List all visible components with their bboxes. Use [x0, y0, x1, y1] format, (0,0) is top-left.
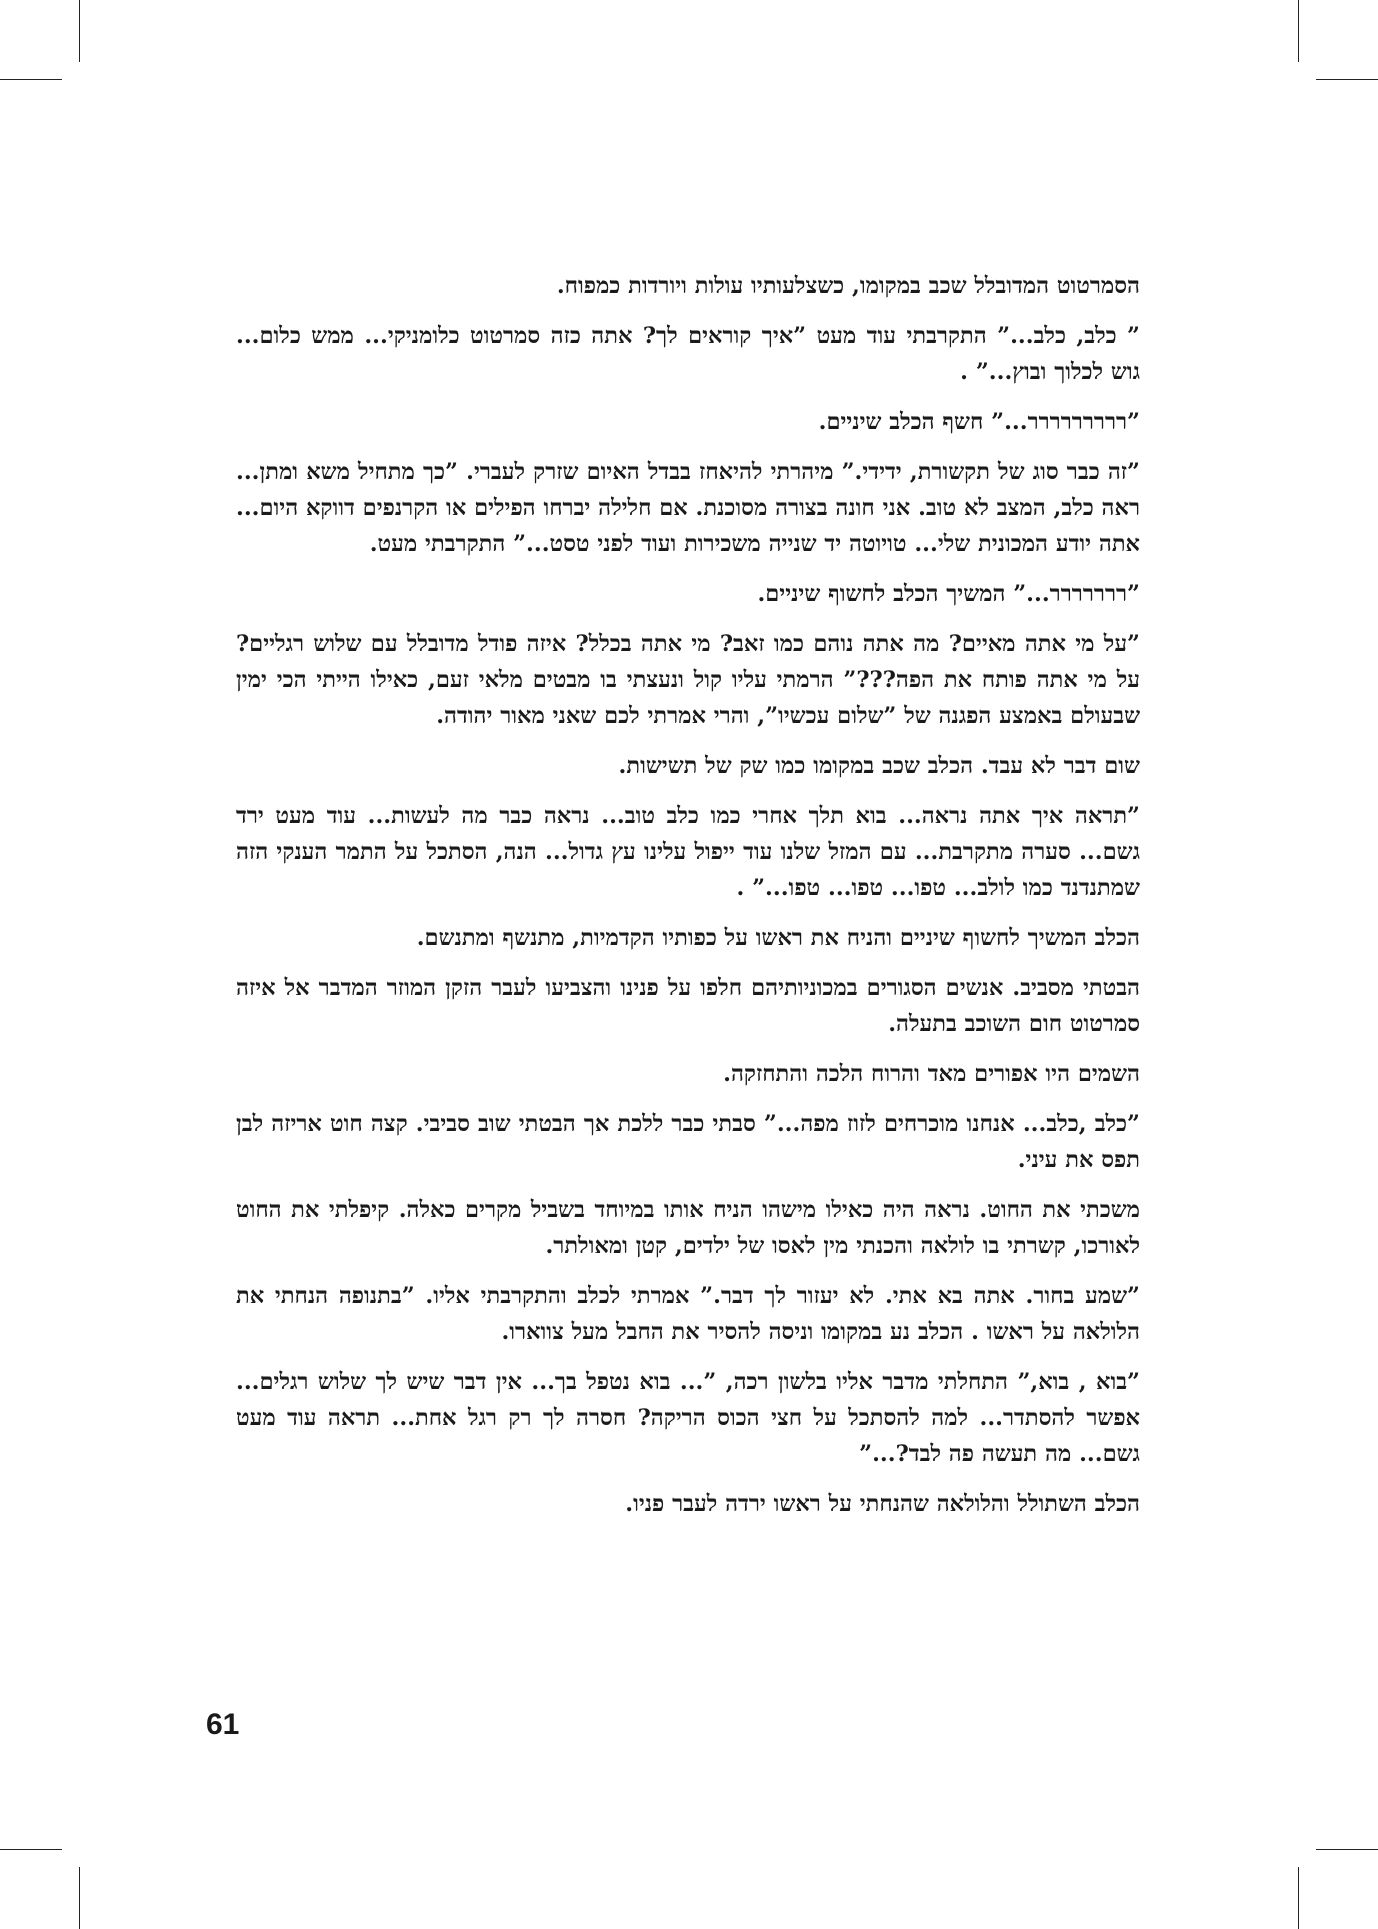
- paragraph-13: משכתי את החוט. נראה היה כאילו מישהו הניח אותו במיוחד בשביל מקרים כאלה. קיפלתי את החוט לאורכו, קשרתי בו לולאה והכנתי מין לאסו של ילדים, קטן ומאולתר.: [236, 1197, 1140, 1259]
- paragraph-2: ” כלב, כלב...” התקרבתי עוד מעט ”איך קוראים לך? אתה כזה סמרטוט כלומניקי... ממש כלום... גוש לכלוך ובוץ...” .: [236, 323, 1140, 385]
- crop-mark-bottom-left-horizontal: [0, 1849, 62, 1850]
- paragraph-9: הכלב המשיך לחשוף שיניים והניח את ראשו על כפותיו הקדמיות, מתנשף ומתנשם.: [416, 925, 1140, 951]
- crop-mark-bottom-left-vertical: [79, 1867, 80, 1929]
- paragraph-1: הסמרטוט המדובלל שכב במקומו, כשצלעותיו עולות ויורדות כמפוח.: [556, 273, 1140, 299]
- crop-mark-top-right-vertical: [1298, 0, 1299, 62]
- paragraph-14: ”שמע בחור. אתה בא אתי. לא יעזור לך דבר.” אמרתי לכלב והתקרבתי אליו. ”בתנופה הנחתי את הלולאה על ראשו . הכלב נע במקומו וניסה להסיר את החבל מעל צווארו.: [236, 1283, 1140, 1345]
- paragraph-12: ”כלב ,כלב... אנחנו מוכרחים לזוז מפה...” סבתי כבר ללכת אך הבטתי שוב סביבי. קצה חוט אריזה לבן תפס את עיני.: [236, 1111, 1140, 1173]
- paragraph-7: שום דבר לא עבד. הכלב שכב במקומו כמו שק של תשישות.: [618, 753, 1140, 779]
- crop-mark-top-left-horizontal: [0, 79, 62, 80]
- page-number: 61: [206, 1708, 240, 1741]
- crop-mark-top-left-vertical: [79, 0, 80, 62]
- paragraph-10: הבטתי מסביב. אנשים הסגורים במכוניותיהם חלפו על פנינו והצביעו לעבר הזקן המוזר המדבר אל איזה סמרטוט חום השוכב בתעלה.: [236, 975, 1140, 1037]
- paragraph-8: ”תראה איך אתה נראה... בוא תלך אחרי כמו כלב טוב... נראה כבר מה לעשות... עוד מעט ירד גשם... סערה מתקרבת... עם המזל שלנו עוד ייפול עלינו עץ גדול... הנה, הסתכל על התמר הענקי הזה שמתנדנד כמו לולב... טפו... טפו... טפו...” .: [236, 803, 1140, 901]
- crop-mark-bottom-right-horizontal: [1316, 1849, 1378, 1850]
- paragraph-3: ”ררררררררר...” חשף הכלב שיניים.: [818, 409, 1140, 435]
- paragraph-15: ”בוא , בוא,” התחלתי מדבר אליו בלשון רכה, ”... בוא נטפל בך... אין דבר שיש לך שלוש רגלים... אפשר להסתדר... למה להסתכל על חצי הכוס הריקה? חסרה לך רק רגל אחת... תראה עוד מעט גשם... מה תעשה פה לבד?...”: [236, 1369, 1140, 1467]
- crop-mark-bottom-right-vertical: [1298, 1867, 1299, 1929]
- body-text: [236, 268, 1140, 1536]
- paragraph-4: ”זה כבר סוג של תקשורת, ידידי.” מיהרתי להיאחז בבדל האיום שזרק לעברי. ”כך מתחיל משא ומתן... ראה כלב, המצב לא טוב. אני חונה בצורה מסוכנת. אם חלילה יברחו הפילים או הקרנפים דווקא היום... אתה יודע המכונית שלי... טויוטה יד שנייה משכירות ועוד לפני טסט...” התקרבתי מעט.: [236, 459, 1140, 557]
- paragraph-11: השמים היו אפורים מאד והרוח הלכה והתחזקה.: [723, 1061, 1140, 1087]
- paragraph-5: ”ררררררר...” המשיך הכלב לחשוף שיניים.: [757, 581, 1140, 607]
- paragraph-16: הכלב השתולל והלולאה שהנחתי על ראשו ירדה לעבר פניו.: [625, 1491, 1140, 1517]
- paragraph-6: ”על מי אתה מאיים? מה אתה נוהם כמו זאב? מי אתה בכלל? איזה פודל מדובלל עם שלוש רגליים? על מי אתה פותח את הפה???” הרמתי עליו קול ונעצתי בו מבטים מלאי זעם, כאילו הייתי הכי ימין שבעולם באמצע הפגנה של ”שלום עכשיו”, והרי אמרתי לכם שאני מאור יהודה.: [236, 631, 1140, 729]
- crop-mark-top-right-horizontal: [1316, 79, 1378, 80]
